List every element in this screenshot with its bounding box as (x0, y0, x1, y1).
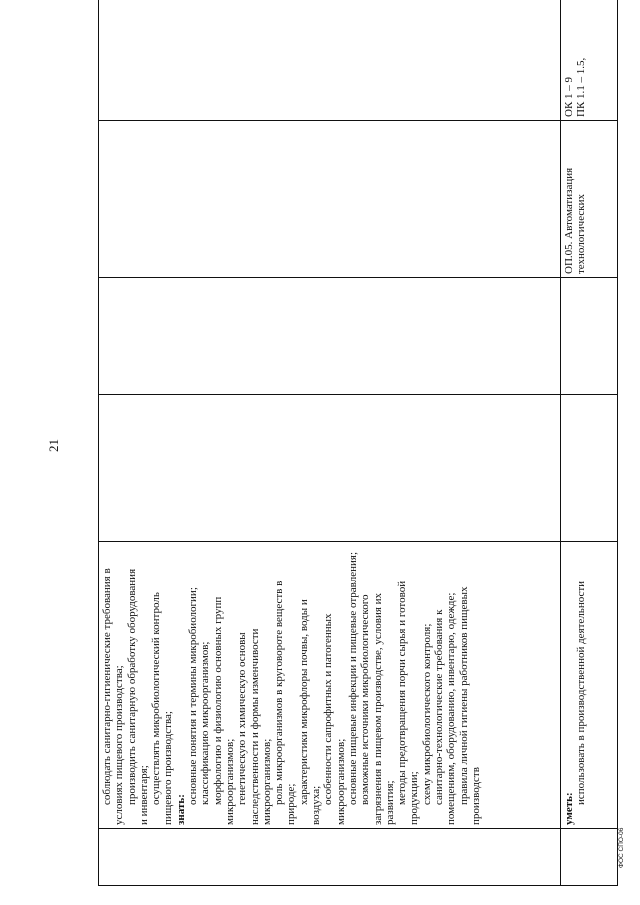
text-line: методы предотвращения порчи сырья и готовой (396, 580, 409, 805)
table-cell-empty (561, 829, 618, 886)
text-line: развития; (383, 780, 396, 825)
text-line: схему микробиологического контроля; (420, 623, 433, 805)
text-line: возможные источники микробиологического (359, 594, 372, 805)
text-line: помещениям, оборудованию, инвентарю, одежде; (445, 592, 458, 825)
text-line: ПК 1.1 – 1.5, (575, 57, 588, 117)
text-line: наследственности и формы изменчивости (248, 628, 261, 825)
text-line: использовать в производственной деятельности (575, 580, 588, 805)
table-cell-empty (561, 278, 618, 395)
text-line: осуществлять микробиологический контроль (150, 592, 163, 805)
table-cell-empty (99, 395, 561, 542)
page-number: 21 (46, 439, 61, 452)
text-line: условиях пищевого производства; (113, 665, 126, 825)
text-line: санитарно-технологические требования к (433, 609, 446, 805)
text-line: ОК 1 – 9 (563, 76, 575, 117)
table-row (561, 0, 618, 886)
skills-knowledge-text (101, 545, 482, 825)
text-line: характеристики микрофлоры почвы, воды и (297, 599, 310, 805)
text-line: микроорганизмов; (223, 738, 236, 825)
text-line: производств (469, 767, 482, 825)
table-cell-empty (99, 829, 561, 886)
text-line: микроорганизмов; (260, 738, 273, 825)
table-row (99, 0, 561, 886)
table-cell-empty (561, 395, 618, 542)
text-line: ОП.05. Автоматизация (563, 167, 575, 274)
text-line: технологических (575, 194, 588, 274)
text-line: правила личной гигиены работников пищевых (457, 586, 470, 805)
footer-code: ФОС СПО-06 (618, 827, 625, 868)
text-line: загрязнения в пищевом производстве, условия их (371, 592, 384, 825)
text-line: основные понятия и термины микробиологии; (187, 587, 200, 805)
text-line: и инвентаря; (137, 765, 150, 825)
text-line: особенности сапрофитных и патогенных (322, 613, 335, 805)
text-line: соблюдать санитарно-гигиенические требования в (101, 568, 113, 805)
text-line: генетическую и химическую основы (236, 632, 249, 805)
text-line: микроорганизмов; (334, 738, 347, 825)
text-line: морфологию и физиологию основных групп (211, 596, 224, 805)
competence-text (563, 0, 588, 117)
text-line: уметь: (563, 792, 575, 825)
competence-cell (561, 0, 618, 121)
text-line: продукции; (408, 771, 421, 825)
table-cell-empty (99, 0, 561, 121)
skills-knowledge-cell (99, 542, 561, 829)
text-line: воздуха; (310, 785, 323, 825)
skills-cell (561, 542, 618, 829)
text-line: знать: (174, 794, 187, 825)
text-line: классификацию микроорганизмов; (199, 641, 212, 805)
discipline-cell (561, 121, 618, 278)
competence-table (98, 38, 618, 886)
discipline-text (563, 124, 588, 274)
text-line: роль микроорганизмов в круговороте веществ в (273, 580, 286, 805)
text-line: природе; (285, 783, 298, 825)
text-line: основные пищевые инфекции и пищевые отравления; (346, 552, 359, 805)
text-line: производить санитарную обработку оборудования (125, 568, 138, 805)
table-cell-empty (99, 121, 561, 278)
table-cell-empty (99, 278, 561, 395)
text-line: пищевого производства; (162, 711, 175, 825)
skills-text (563, 545, 588, 825)
